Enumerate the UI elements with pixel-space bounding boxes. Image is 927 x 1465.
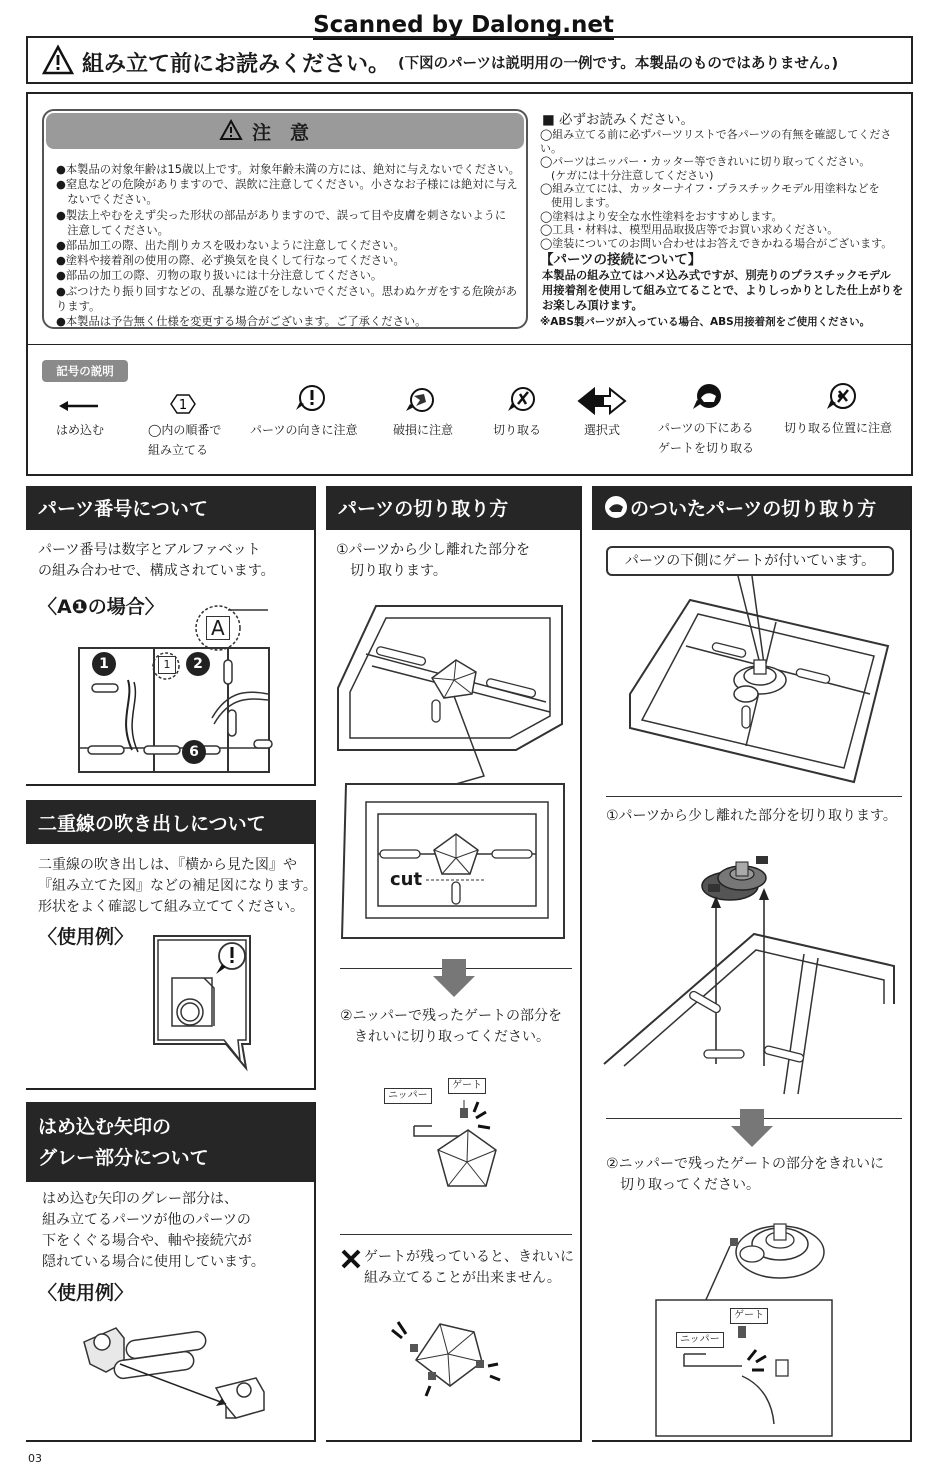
runner-number-label: 1 — [158, 656, 176, 674]
nipper-label: ニッパー — [384, 1088, 432, 1104]
runner-letter: A — [206, 616, 230, 640]
cutting-title: パーツの切り取り方 — [338, 498, 509, 520]
double-arrow-icon — [578, 388, 626, 414]
double-line-callout-example — [150, 932, 256, 1072]
insert-arrow-example — [76, 1318, 272, 1422]
cross-mark-icon — [340, 1248, 362, 1270]
svg-text:1: 1 — [178, 398, 188, 413]
symbols-badge: 記号の説明 — [42, 360, 128, 382]
gate-label: ゲート — [730, 1308, 768, 1324]
warning-triangle-icon — [42, 45, 74, 75]
runner-number-label: 1 — [92, 652, 116, 676]
must-read-item: 使用します。 — [540, 195, 617, 209]
header-subtitle: (下図のパーツは説明用の一例です。本製品のものではありません。) — [398, 56, 839, 72]
runner-number-label: 6 — [182, 740, 206, 764]
symbol-label: パーツの下にある — [658, 421, 754, 435]
connection-title: 【パーツの接続について】 — [540, 252, 702, 268]
header-title: 組み立て前にお読みください。 — [82, 52, 391, 77]
gate-runner-diagram — [626, 576, 892, 786]
symbol-label: ◯内の順番で — [148, 423, 222, 437]
caution-item: ●部品加工の際、出た削りカスを吸わないように注意してください。 — [56, 239, 405, 253]
circled-number-icon — [170, 394, 196, 414]
caution-item: ●本製品の対象年齢は15歳以上です。対象年齢未満の方には、絶対に与えないでください。 — [56, 163, 520, 176]
caution-item: ないでください。 — [56, 193, 158, 207]
runner-number-label: 2 — [186, 652, 210, 676]
leftover-gate-diagram — [388, 1310, 518, 1400]
must-read-item: ◯工具・材料は、模型用品取扱店等でお買い求めください。 — [540, 223, 839, 237]
runner-cut-diagram — [336, 592, 572, 942]
down-arrow-icon — [730, 1108, 774, 1148]
gate-label: ゲート — [448, 1078, 486, 1094]
caution-item: ●本製品は予告無く仕様を変更する場合がございます。ご了承ください。 — [56, 315, 427, 329]
insert-arrow-body: はめ込む矢印のグレー部分は、 組み立てるパーツが他のパーツの 下をくぐる場合や、軸や接続穴が 隠れている場合に使用しています。 — [42, 1191, 265, 1270]
caution-item: ●窒息などの危険がありますので、誤飲に注意してください。小さなお子様には絶対に与え — [56, 178, 518, 192]
breakage-icon — [404, 386, 438, 414]
gate-part-title: のついたパーツの切り取り方 — [630, 498, 877, 520]
arrow-left-icon — [58, 399, 100, 413]
caution-item: 注意してください。 — [56, 223, 169, 237]
cutting-divider — [340, 1234, 572, 1235]
double-line-example-title: 〈使用例〉 — [38, 926, 134, 948]
nipper-label: ニッパー — [676, 1332, 724, 1348]
insert-arrow-example-title: 〈使用例〉 — [38, 1282, 134, 1304]
gate-cut-icon — [692, 382, 724, 412]
symbol-label: 組み立てる — [148, 443, 209, 457]
symbol-label: 切り取る — [493, 423, 542, 437]
cutting-step1: ①パーツから少し離れた部分を 切り取ります。 — [336, 542, 530, 579]
symbols-divider — [28, 344, 911, 345]
must-read-item: ◯パーツはニッパー・カッター等できれいに切り取ってください。 — [540, 155, 871, 169]
gate-part-step1: ①パーツから少し離れた部分を切り取ります。 — [606, 808, 897, 824]
must-read-item: ◯組み立てには、カッターナイフ・プラスチックモデル用塗料などを — [540, 182, 880, 196]
must-read-title: ■ 必ずお読みください。 — [542, 112, 695, 128]
cutting-step2: ②ニッパーで残ったゲートの部分を きれいに切り取ってください。 — [340, 1008, 562, 1045]
insert-arrow-title: はめ込む矢印の グレー部分について — [38, 1116, 209, 1169]
must-read-item: ◯塗料はより安全な水性塗料をおすすめします。 — [540, 209, 783, 223]
symbol-label: パーツの向きに注意 — [250, 423, 358, 437]
down-arrow-icon — [432, 958, 476, 998]
symbol-label: ゲートを切り取る — [658, 441, 755, 455]
caution-item: ●ぶつけたり振り回すなどの、乱暴な遊びをしないでください。思わぬケガをする危険があります。 — [56, 284, 518, 313]
caution-item: ●塗料や接着剤の使用の際、必ず換気を良くして行なってください。 — [56, 254, 405, 268]
cut-label: cut — [390, 869, 423, 890]
exclamation-icon — [294, 384, 328, 414]
double-line-title: 二重線の吹き出しについて — [38, 813, 266, 835]
double-line-body: 二重線の吹き出しは、『横から見た図』や 『組み立てた図』などの補足図になります。 形状をよく確認して組み立ててください。 — [38, 857, 317, 915]
gate-part-nipper-diagram — [656, 1214, 832, 1436]
connection-note: ※ABS製パーツが入っている場合、ABS用接着剤をご使用ください。 — [540, 316, 871, 328]
runner-diagram — [78, 600, 274, 776]
gate-part-step2: ②ニッパーで残ったゲートの部分をきれいに 切り取ってください。 — [606, 1156, 884, 1193]
must-read-item: (ケガには十分注意してください) — [540, 168, 714, 182]
caution-title: 注 意 — [252, 122, 310, 144]
watermark: Scanned by Dalong.net — [313, 12, 614, 38]
must-read-item: ◯塗装についてのお問い合わせはお答えできかねる場合がございます。 — [540, 236, 893, 250]
gate-part-callout: パーツの下側にゲートが付いています。 — [606, 546, 894, 576]
gate-part-removed-diagram — [604, 854, 894, 1098]
symbol-label: 選択式 — [584, 423, 621, 437]
part-number-title: パーツ番号について — [38, 498, 208, 520]
must-read-item: ◯組み立てる前に必ずパーツリストで各パーツの有無を確認してください。 — [540, 128, 892, 155]
part-number-body: パーツ番号は数字とアルファベット の組み合わせで、構成されています。 — [38, 542, 275, 579]
caution-item: ●製法上やむをえず尖った形状の部品がありますので、誤って目や皮膚を刺さないように — [56, 208, 507, 222]
cut-position-icon — [826, 382, 858, 412]
symbol-label: はめ込む — [56, 423, 105, 437]
caution-item: ●部品の加工の際、刃物の取り扱いには十分注意してください。 — [56, 269, 383, 283]
connection-text: 本製品の組み立てはハメ込み式ですが、別売りのプラスチックモデル 用接着剤を使用して組み立てることで、よりしっかりとした仕上がりを お楽しみ頂けます。 — [542, 269, 904, 312]
page-number: 03 — [28, 1452, 42, 1465]
gate-part-divider — [606, 796, 902, 797]
caution-triangle-icon — [220, 120, 242, 140]
part-number-example-title: 〈A❶の場合〉 — [38, 596, 164, 618]
caution-list — [56, 162, 526, 329]
cut-icon — [506, 386, 538, 414]
symbol-label: 破損に注意 — [393, 423, 454, 437]
symbol-label: 切り取る位置に注意 — [784, 421, 893, 435]
must-read-list — [540, 128, 906, 250]
cutting-warning: ゲートが残っていると、きれいに 組み立てることが出来ません。 — [364, 1249, 574, 1286]
